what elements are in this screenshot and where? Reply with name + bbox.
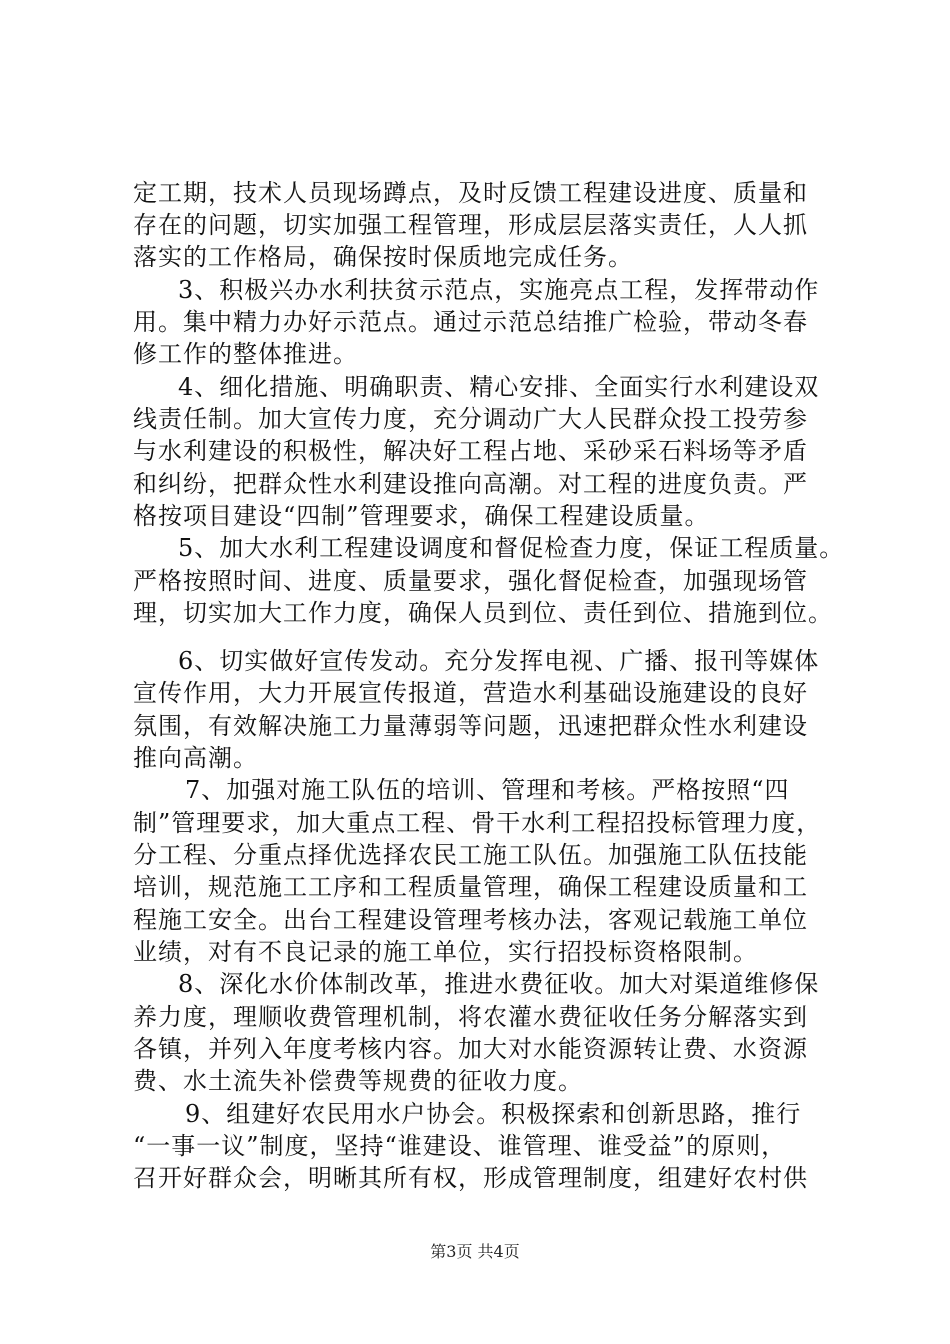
text-line: 格按项目建设“四制”管理要求，确保工程建设质量。 — [133, 502, 710, 530]
text-line: 6、切实做好宣传发动。充分发挥电视、广播、报刊等媒体 — [178, 647, 820, 675]
text-line: 理，切实加大工作力度，确保人员到位、责任到位、措施到位。 — [133, 599, 833, 627]
text-line: 和纠纷，把群众性水利建设推向高潮。对工程的进度负责。严 — [133, 470, 808, 498]
text-line: 程施工安全。出台工程建设管理考核办法，客观记载施工单位 — [133, 906, 808, 934]
text-line: 召开好群众会，明晰其所有权，形成管理制度，组建好农村供 — [133, 1164, 808, 1192]
text-line: 9、组建好农民用水户协会。积极探索和创新思路，推行 — [185, 1100, 802, 1128]
text-line: 7、加强对施工队伍的培训、管理和考核。严格按照“四 — [185, 776, 790, 804]
text-line: 存在的问题，切实加强工程管理，形成层层落实责任，人人抓 — [133, 211, 808, 239]
text-line: 养力度，理顺收费管理机制，将农灌水费征收任务分解落实到 — [133, 1003, 808, 1031]
text-line: 与水利建设的积极性，解决好工程占地、采砂采石料场等矛盾 — [133, 437, 808, 465]
text-line: 制”管理要求，加大重点工程、骨干水利工程招投标管理力度， — [133, 809, 822, 837]
text-line: 用。集中精力办好示范点。通过示范总结推广检验，带动冬春 — [133, 308, 808, 336]
text-line: 分工程、分重点择优选择农民工施工队伍。加强施工队伍技能 — [133, 841, 808, 869]
text-line: 3、积极兴办水利扶贫示范点，实施亮点工程，发挥带动作 — [178, 276, 820, 304]
text-line: 业绩，对有不良记录的施工单位，实行招投标资格限制。 — [133, 938, 758, 966]
text-line: “一事一议”制度，坚持“谁建设、谁管理、谁受益”的原则， — [133, 1132, 787, 1160]
text-line: 各镇，并列入年度考核内容。加大对水能资源转让费、水资源 — [133, 1035, 808, 1063]
text-line: 5、加大水利工程建设调度和督促检查力度，保证工程质量。 — [178, 534, 845, 562]
text-line: 定工期，技术人员现场蹲点，及时反馈工程建设进度、质量和 — [133, 179, 808, 207]
text-line: 氛围，有效解决施工力量薄弱等问题，迅速把群众性水利建设 — [133, 712, 808, 740]
text-line: 8、深化水价体制改革，推进水费征收。加大对渠道维修保 — [178, 970, 820, 998]
page-footer: 第3页 共4页 — [430, 1242, 520, 1261]
text-line: 培训，规范施工工序和工程质量管理，确保工程建设质量和工 — [133, 873, 808, 901]
text-line: 修工作的整体推进。 — [133, 340, 358, 368]
text-line: 线责任制。加大宣传力度，充分调动广大人民群众投工投劳参 — [133, 405, 808, 433]
text-line: 推向高潮。 — [133, 744, 258, 772]
text-line: 4、细化措施、明确职责、精心安排、全面实行水利建设双 — [178, 373, 820, 401]
text-line: 费、水土流失补偿费等规费的征收力度。 — [133, 1067, 583, 1095]
text-line: 宣传作用，大力开展宣传报道，营造水利基础设施建设的良好 — [133, 679, 808, 707]
text-line: 落实的工作格局，确保按时保质地完成任务。 — [133, 243, 633, 271]
text-line: 严格按照时间、进度、质量要求，强化督促检查，加强现场管 — [133, 567, 808, 595]
